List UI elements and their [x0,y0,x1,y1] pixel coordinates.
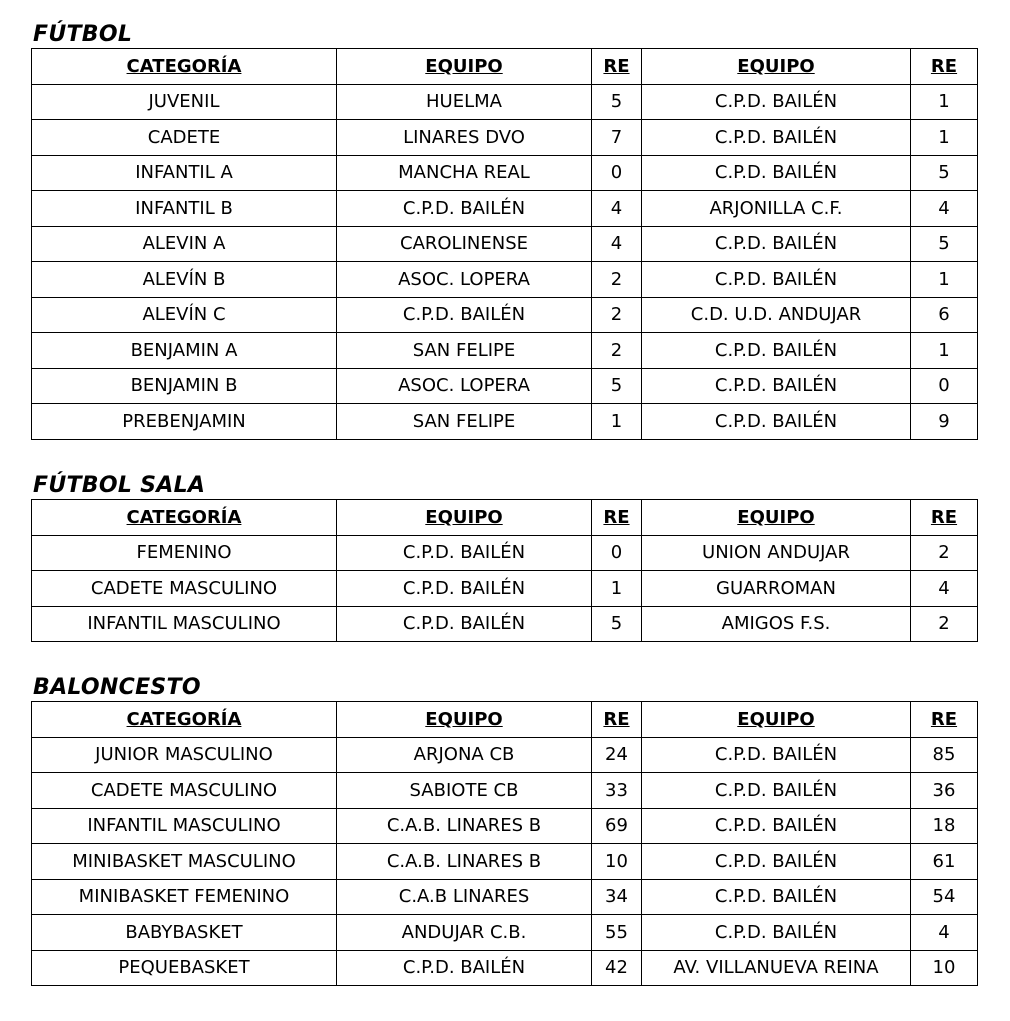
cell-team-2: C.P.D. BAILÉN [642,155,911,191]
cell-score-1: 24 [592,737,642,773]
cell-team-1: C.P.D. BAILÉN [337,606,592,642]
header-score-2: RE [911,702,978,738]
cell-team-2: C.P.D. BAILÉN [642,120,911,156]
cell-score-1: 34 [592,879,642,915]
cell-category: INFANTIL A [32,155,337,191]
results-table [31,701,978,986]
section-title: BALONCESTO [33,675,201,700]
cell-score-1: 5 [592,84,642,120]
cell-score-1: 33 [592,773,642,809]
cell-team-1: ASOC. LOPERA [337,262,592,298]
cell-category: BABYBASKET [32,915,337,951]
cell-team-1: CAROLINENSE [337,226,592,262]
cell-score-2: 5 [911,155,978,191]
header-score-1: RE [592,500,642,536]
cell-category: INFANTIL MASCULINO [32,808,337,844]
cell-team-2: C.P.D. BAILÉN [642,737,911,773]
table-row [32,262,978,298]
cell-score-2: 54 [911,879,978,915]
cell-team-2: C.P.D. BAILÉN [642,915,911,951]
header-category: CATEGORÍA [32,49,337,85]
cell-team-2: ARJONILLA C.F. [642,191,911,227]
cell-score-1: 1 [592,404,642,440]
cell-category: ALEVIN A [32,226,337,262]
cell-team-2: AMIGOS F.S. [642,606,911,642]
cell-score-2: 9 [911,404,978,440]
cell-team-2: C.P.D. BAILÉN [642,844,911,880]
cell-team-1: C.P.D. BAILÉN [337,535,592,571]
table-row [32,915,978,951]
cell-score-2: 10 [911,950,978,986]
cell-team-1: C.P.D. BAILÉN [337,950,592,986]
cell-team-2: UNION ANDUJAR [642,535,911,571]
cell-category: ALEVÍN C [32,297,337,333]
header-category: CATEGORÍA [32,702,337,738]
table-row [32,535,978,571]
section-futbol-sala [31,472,977,642]
cell-team-2: GUARROMAN [642,571,911,607]
cell-category: CADETE MASCULINO [32,571,337,607]
cell-score-2: 1 [911,120,978,156]
cell-score-2: 5 [911,226,978,262]
cell-category: CADETE [32,120,337,156]
cell-team-2: C.P.D. BAILÉN [642,404,911,440]
header-row [32,49,978,85]
cell-team-1: ARJONA CB [337,737,592,773]
header-team-1: EQUIPO [337,500,592,536]
cell-team-1: LINARES DVO [337,120,592,156]
cell-score-2: 0 [911,368,978,404]
cell-category: JUNIOR MASCULINO [32,737,337,773]
cell-team-1: C.P.D. BAILÉN [337,297,592,333]
cell-team-2: C.P.D. BAILÉN [642,773,911,809]
cell-category: PEQUEBASKET [32,950,337,986]
header-score-1: RE [592,702,642,738]
cell-category: PREBENJAMIN [32,404,337,440]
cell-score-2: 1 [911,262,978,298]
results-table [31,499,978,642]
table-row [32,606,978,642]
header-team-2: EQUIPO [642,49,911,85]
cell-score-1: 0 [592,155,642,191]
table-row [32,571,978,607]
cell-score-2: 4 [911,571,978,607]
cell-score-2: 18 [911,808,978,844]
table-row [32,191,978,227]
cell-score-2: 4 [911,191,978,227]
cell-team-1: C.A.B. LINARES B [337,844,592,880]
cell-team-1: HUELMA [337,84,592,120]
cell-category: JUVENIL [32,84,337,120]
section-baloncesto [31,674,977,986]
cell-team-1: SAN FELIPE [337,333,592,369]
cell-category: MINIBASKET FEMENINO [32,879,337,915]
cell-category: MINIBASKET MASCULINO [32,844,337,880]
cell-category: ALEVÍN B [32,262,337,298]
cell-score-1: 2 [592,262,642,298]
cell-score-1: 4 [592,191,642,227]
section-title: FÚTBOL SALA [33,473,206,498]
header-score-2: RE [911,500,978,536]
table-row [32,808,978,844]
cell-team-1: C.P.D. BAILÉN [337,571,592,607]
table-row [32,84,978,120]
header-team-1: EQUIPO [337,49,592,85]
cell-category: FEMENINO [32,535,337,571]
cell-score-2: 6 [911,297,978,333]
cell-score-2: 36 [911,773,978,809]
cell-team-1: SAN FELIPE [337,404,592,440]
cell-team-2: C.P.D. BAILÉN [642,84,911,120]
header-row [32,500,978,536]
cell-score-2: 2 [911,535,978,571]
cell-team-2: C.P.D. BAILÉN [642,226,911,262]
cell-score-1: 7 [592,120,642,156]
header-score-1: RE [592,49,642,85]
table-row [32,879,978,915]
cell-score-1: 55 [592,915,642,951]
cell-team-2: C.D. U.D. ANDUJAR [642,297,911,333]
cell-team-2: C.P.D. BAILÉN [642,262,911,298]
table-row [32,155,978,191]
header-team-2: EQUIPO [642,500,911,536]
table-row [32,120,978,156]
cell-team-1: MANCHA REAL [337,155,592,191]
cell-category: INFANTIL MASCULINO [32,606,337,642]
cell-score-1: 4 [592,226,642,262]
header-team-2: EQUIPO [642,702,911,738]
cell-team-2: AV. VILLANUEVA REINA [642,950,911,986]
cell-category: BENJAMIN A [32,333,337,369]
cell-category: INFANTIL B [32,191,337,227]
results-table [31,48,978,440]
table-row [32,773,978,809]
cell-score-1: 5 [592,606,642,642]
section-title: FÚTBOL [33,22,133,47]
cell-team-1: ANDUJAR C.B. [337,915,592,951]
cell-score-2: 1 [911,333,978,369]
table-row [32,404,978,440]
cell-score-1: 10 [592,844,642,880]
cell-score-1: 42 [592,950,642,986]
header-category: CATEGORÍA [32,500,337,536]
cell-score-2: 1 [911,84,978,120]
cell-team-2: C.P.D. BAILÉN [642,808,911,844]
cell-category: BENJAMIN B [32,368,337,404]
header-team-1: EQUIPO [337,702,592,738]
cell-team-1: C.A.B. LINARES B [337,808,592,844]
cell-score-1: 0 [592,535,642,571]
cell-team-2: C.P.D. BAILÉN [642,879,911,915]
cell-score-1: 2 [592,333,642,369]
cell-team-2: C.P.D. BAILÉN [642,368,911,404]
cell-team-1: C.P.D. BAILÉN [337,191,592,227]
cell-score-1: 1 [592,571,642,607]
cell-score-1: 69 [592,808,642,844]
cell-team-1: C.A.B LINARES [337,879,592,915]
cell-team-1: ASOC. LOPERA [337,368,592,404]
cell-team-1: SABIOTE CB [337,773,592,809]
cell-team-2: C.P.D. BAILÉN [642,333,911,369]
header-score-2: RE [911,49,978,85]
cell-score-2: 85 [911,737,978,773]
table-row [32,844,978,880]
cell-score-2: 61 [911,844,978,880]
cell-score-1: 5 [592,368,642,404]
cell-score-2: 2 [911,606,978,642]
table-row [32,226,978,262]
table-row [32,950,978,986]
table-row [32,368,978,404]
table-row [32,333,978,369]
table-row [32,737,978,773]
cell-score-2: 4 [911,915,978,951]
cell-category: CADETE MASCULINO [32,773,337,809]
table-row [32,297,978,333]
cell-score-1: 2 [592,297,642,333]
section-futbol [31,21,977,440]
header-row [32,702,978,738]
